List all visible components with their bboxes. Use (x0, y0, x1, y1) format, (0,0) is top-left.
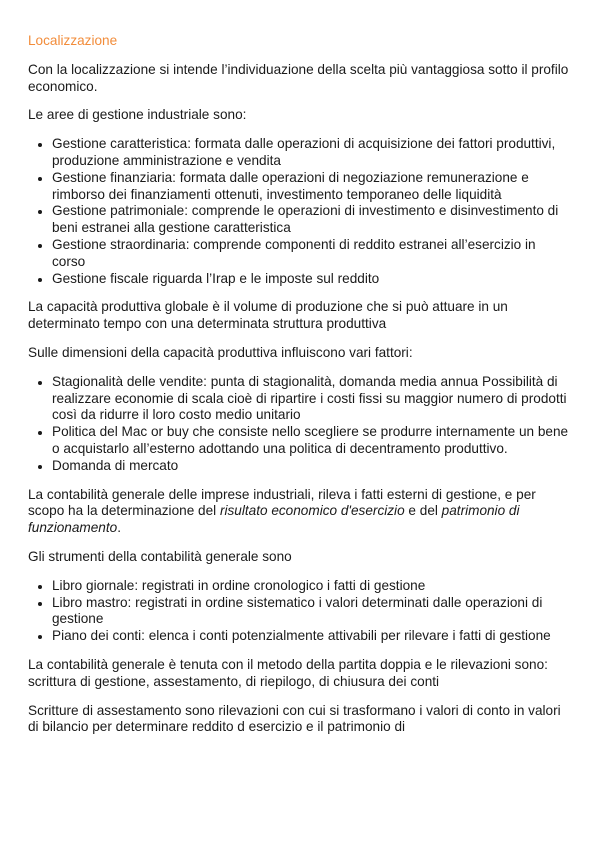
contabilita-emphasis-risultato: risultato economico d'esercizio (219, 503, 405, 519)
list-item: • Piano dei conti: elenca i conti potenzialmente attivabili per rilevare i fatti di gestione (52, 628, 570, 645)
paragraph-localizzazione: Con la localizzazione si intende l’individuazione della scelta più vantaggiosa sotto il profilo economico. (28, 61, 569, 94)
list-item: • Gestione finanziaria: formata dalle operazioni di negoziazione remunerazione e rimborso dei finanziamenti ottenuti, investimento temporaneo delle liquidità (52, 170, 570, 204)
paragraph-scritture-assestamento: Scritture di assestamento sono rilevazioni con cui si trasformano i valori di conto in valori di bilancio per determinare reddito d esercizio e il patrimonio di (28, 702, 561, 735)
list-item: • Libro giornale: registrati in ordine cronologico i fatti di gestione (52, 578, 570, 595)
list-aree-gestione (28, 136, 570, 287)
list-item: • Politica del Mac or buy che consiste nello scegliere se produrre internamente un bene o acquistarlo all’esterno adottando una politica di decentramento produttivo. (52, 424, 570, 458)
paragraph-strumenti-intro: Gli strumenti della contabilità generale sono (28, 548, 292, 564)
list-fattori (28, 374, 570, 475)
contabilita-text-middle: e del (404, 503, 442, 519)
list-strumenti (28, 578, 570, 645)
contabilita-text-before: La contabilità generale delle imprese industriali, rileva i fatti esterni di gestione, e per scopo ha la determinazione del (28, 486, 536, 519)
paragraph-aree-intro: Le aree di gestione industriale sono: (28, 107, 247, 123)
section-heading: Localizzazione (28, 33, 118, 48)
list-item: • Domanda di mercato (52, 458, 570, 475)
document-page (28, 33, 570, 748)
contabilita-text-after: . (117, 520, 121, 536)
paragraph-dimensioni-intro: Sulle dimensioni della capacità produttiva influiscono vari fattori: (28, 344, 413, 360)
paragraph-capacita: La capacità produttiva globale è il volume di produzione che si può attuare in un determinato tempo con una determinata struttura produttiva (28, 299, 508, 332)
paragraph-contabilita (28, 487, 570, 537)
list-item: • Libro mastro: registrati in ordine sistematico i valori determinati dalle operazioni di gestione (52, 595, 570, 629)
list-item: • Gestione fiscale riguarda l’Irap e le imposte sul reddito (52, 271, 570, 288)
paragraph-partita-doppia: La contabilità generale è tenuta con il metodo della partita doppia e le rilevazioni sono: scrittura di gestione, assestamento, di riepilogo, di chiusura dei conti (28, 656, 548, 689)
contabilita-emphasis-patrimonio: patrimonio di funzionamento (28, 503, 520, 536)
list-item: • Gestione patrimoniale: comprende le operazioni di investimento e disinvestimento di beni estranei alla gestione caratteristica (52, 203, 570, 237)
list-item: • Gestione straordinaria: comprende componenti di reddito estranei all’esercizio in corso (52, 237, 570, 271)
list-item: • Stagionalità delle vendite: punta di stagionalità, domanda media annua Possibilità di realizzare economie di scala cioè di ripartire i costi fissi su maggior numero di prodotti così da ridurre il loro costo medio unitario (52, 374, 570, 424)
list-item: • Gestione caratteristica: formata dalle operazioni di acquisizione dei fattori produttivi, produzione amministrazione e vendita (52, 136, 570, 170)
